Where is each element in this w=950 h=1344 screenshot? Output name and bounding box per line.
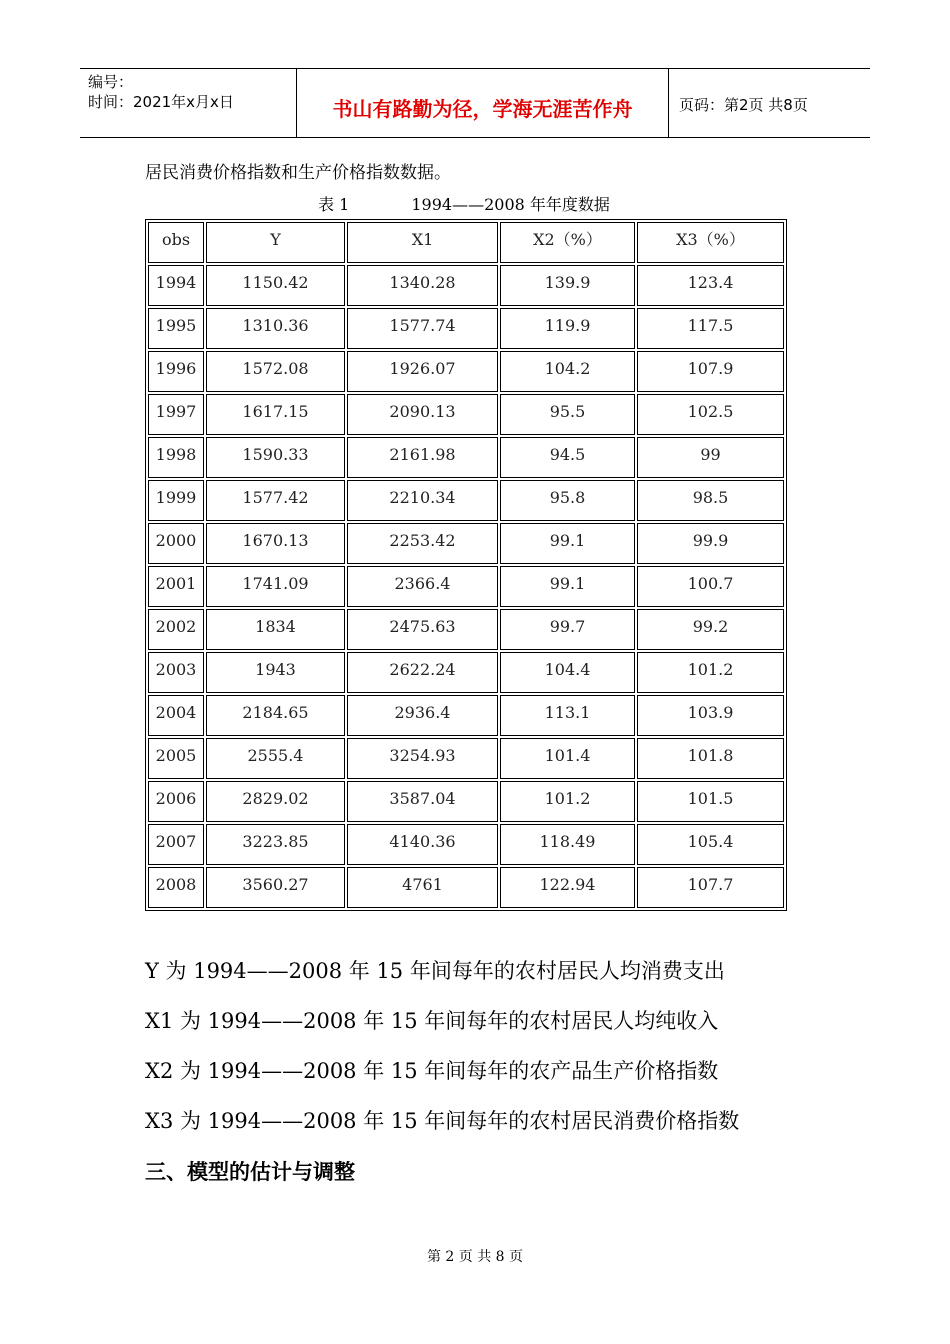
table-cell: 99.2	[637, 609, 784, 650]
table-cell: 1590.33	[206, 437, 345, 478]
table-row	[148, 394, 784, 435]
table-cell: 1577.42	[206, 480, 345, 521]
table-row	[148, 480, 784, 521]
intro-text: 居民消费价格指数和生产价格指数数据。	[145, 163, 451, 183]
table-cell: 101.4	[500, 738, 635, 779]
table-cell: 1572.08	[206, 351, 345, 392]
header-cell: Y	[206, 222, 345, 263]
serial-label: 编号：	[88, 73, 134, 91]
table-row	[148, 652, 784, 693]
table-cell: 99.9	[637, 523, 784, 564]
table-cell: 113.1	[500, 695, 635, 736]
table-cell: 1926.07	[347, 351, 498, 392]
table-cell: 139.9	[500, 265, 635, 306]
table-cell: 2161.98	[347, 437, 498, 478]
table-cell: 101.5	[637, 781, 784, 822]
table-row	[148, 308, 784, 349]
table-cell: 1943	[206, 652, 345, 693]
table-cell: 1999	[148, 480, 204, 521]
table-row	[148, 781, 784, 822]
table-cell: 2936.4	[347, 695, 498, 736]
table-cell: 101.2	[500, 781, 635, 822]
table-cell: 99	[637, 437, 784, 478]
table-row	[148, 824, 784, 865]
table-cell: 2008	[148, 867, 204, 908]
table-cell: 101.2	[637, 652, 784, 693]
table-row	[148, 523, 784, 564]
table-cell: 122.94	[500, 867, 635, 908]
table-row	[148, 738, 784, 779]
definition-x2: X2 为 1994——2008 年 15 年间每年的农产品生产价格指数	[145, 1059, 719, 1083]
table-cell: 118.49	[500, 824, 635, 865]
caption-title: 1994——2008 年年度数据	[411, 195, 610, 214]
data-table	[145, 219, 787, 911]
table-cell: 2622.24	[347, 652, 498, 693]
table-cell: 2002	[148, 609, 204, 650]
table-cell: 3560.27	[206, 867, 345, 908]
definition-x3: X3 为 1994——2008 年 15 年间每年的农村居民消费价格指数	[145, 1109, 740, 1133]
table-cell: 1997	[148, 394, 204, 435]
table-cell: 104.4	[500, 652, 635, 693]
table-cell: 2829.02	[206, 781, 345, 822]
table-cell: 2366.4	[347, 566, 498, 607]
table-cell: 2001	[148, 566, 204, 607]
header-cell: obs	[148, 222, 204, 263]
table-cell: 105.4	[637, 824, 784, 865]
section-heading: 三、模型的估计与调整	[145, 1160, 355, 1184]
date-label: 时间：2021年x月x日	[88, 93, 234, 111]
table-cell: 95.5	[500, 394, 635, 435]
table-cell: 99.1	[500, 523, 635, 564]
table-cell: 4140.36	[347, 824, 498, 865]
table-cell: 2005	[148, 738, 204, 779]
table-cell: 1310.36	[206, 308, 345, 349]
table-cell: 100.7	[637, 566, 784, 607]
table-header-row	[148, 222, 784, 263]
table-cell: 101.8	[637, 738, 784, 779]
table-cell: 3587.04	[347, 781, 498, 822]
table-cell: 2253.42	[347, 523, 498, 564]
table-cell: 2000	[148, 523, 204, 564]
table-cell: 99.7	[500, 609, 635, 650]
table-cell: 1995	[148, 308, 204, 349]
table-cell: 1994	[148, 265, 204, 306]
header-cell: X1	[347, 222, 498, 263]
page-footer: 第 2 页 共 8 页	[426, 1249, 524, 1265]
table-cell: 2006	[148, 781, 204, 822]
header-cell: X2（%）	[500, 222, 635, 263]
table-cell: 3254.93	[347, 738, 498, 779]
table-cell: 107.9	[637, 351, 784, 392]
table-cell: 2004	[148, 695, 204, 736]
header-meta	[80, 69, 297, 137]
table-cell: 2184.65	[206, 695, 345, 736]
table-cell: 117.5	[637, 308, 784, 349]
table-row	[148, 609, 784, 650]
table-cell: 102.5	[637, 394, 784, 435]
table-cell: 1617.15	[206, 394, 345, 435]
table-cell: 99.1	[500, 566, 635, 607]
table-row	[148, 265, 784, 306]
variable-definitions	[145, 958, 739, 1158]
table-cell: 94.5	[500, 437, 635, 478]
table-cell: 2007	[148, 824, 204, 865]
definition-x1: X1 为 1994——2008 年 15 年间每年的农村居民人均纯收入	[145, 1009, 719, 1033]
table-cell: 2210.34	[347, 480, 498, 521]
table-cell: 2555.4	[206, 738, 345, 779]
table-cell: 119.9	[500, 308, 635, 349]
table-row	[148, 867, 784, 908]
table-cell: 103.9	[637, 695, 784, 736]
table-cell: 98.5	[637, 480, 784, 521]
table-cell: 3223.85	[206, 824, 345, 865]
table-cell: 4761	[347, 867, 498, 908]
table-cell: 1150.42	[206, 265, 345, 306]
table-cell: 123.4	[637, 265, 784, 306]
table-cell: 2003	[148, 652, 204, 693]
table-cell: 104.2	[500, 351, 635, 392]
table-row	[148, 437, 784, 478]
table-cell: 1998	[148, 437, 204, 478]
header-page-info: 页码：第2页 共8页	[679, 95, 808, 114]
table-row	[148, 351, 784, 392]
table-cell: 107.7	[637, 867, 784, 908]
caption-label: 表 1	[318, 195, 350, 214]
table-cell: 2475.63	[347, 609, 498, 650]
table-caption	[145, 192, 783, 215]
table-cell: 2090.13	[347, 394, 498, 435]
table-row	[148, 695, 784, 736]
table-cell: 1996	[148, 351, 204, 392]
table-cell: 1834	[206, 609, 345, 650]
table-cell: 1670.13	[206, 523, 345, 564]
page-header	[80, 68, 870, 138]
table-row	[148, 566, 784, 607]
table-cell: 95.8	[500, 480, 635, 521]
header-cell: X3（%）	[637, 222, 784, 263]
table-cell: 1340.28	[347, 265, 498, 306]
definition-y: Y 为 1994——2008 年 15 年间每年的农村居民人均消费支出	[145, 959, 725, 983]
table-cell: 1741.09	[206, 566, 345, 607]
table-cell: 1577.74	[347, 308, 498, 349]
header-motto: 书山有路勤为径，学海无涯苦作舟	[297, 69, 669, 137]
